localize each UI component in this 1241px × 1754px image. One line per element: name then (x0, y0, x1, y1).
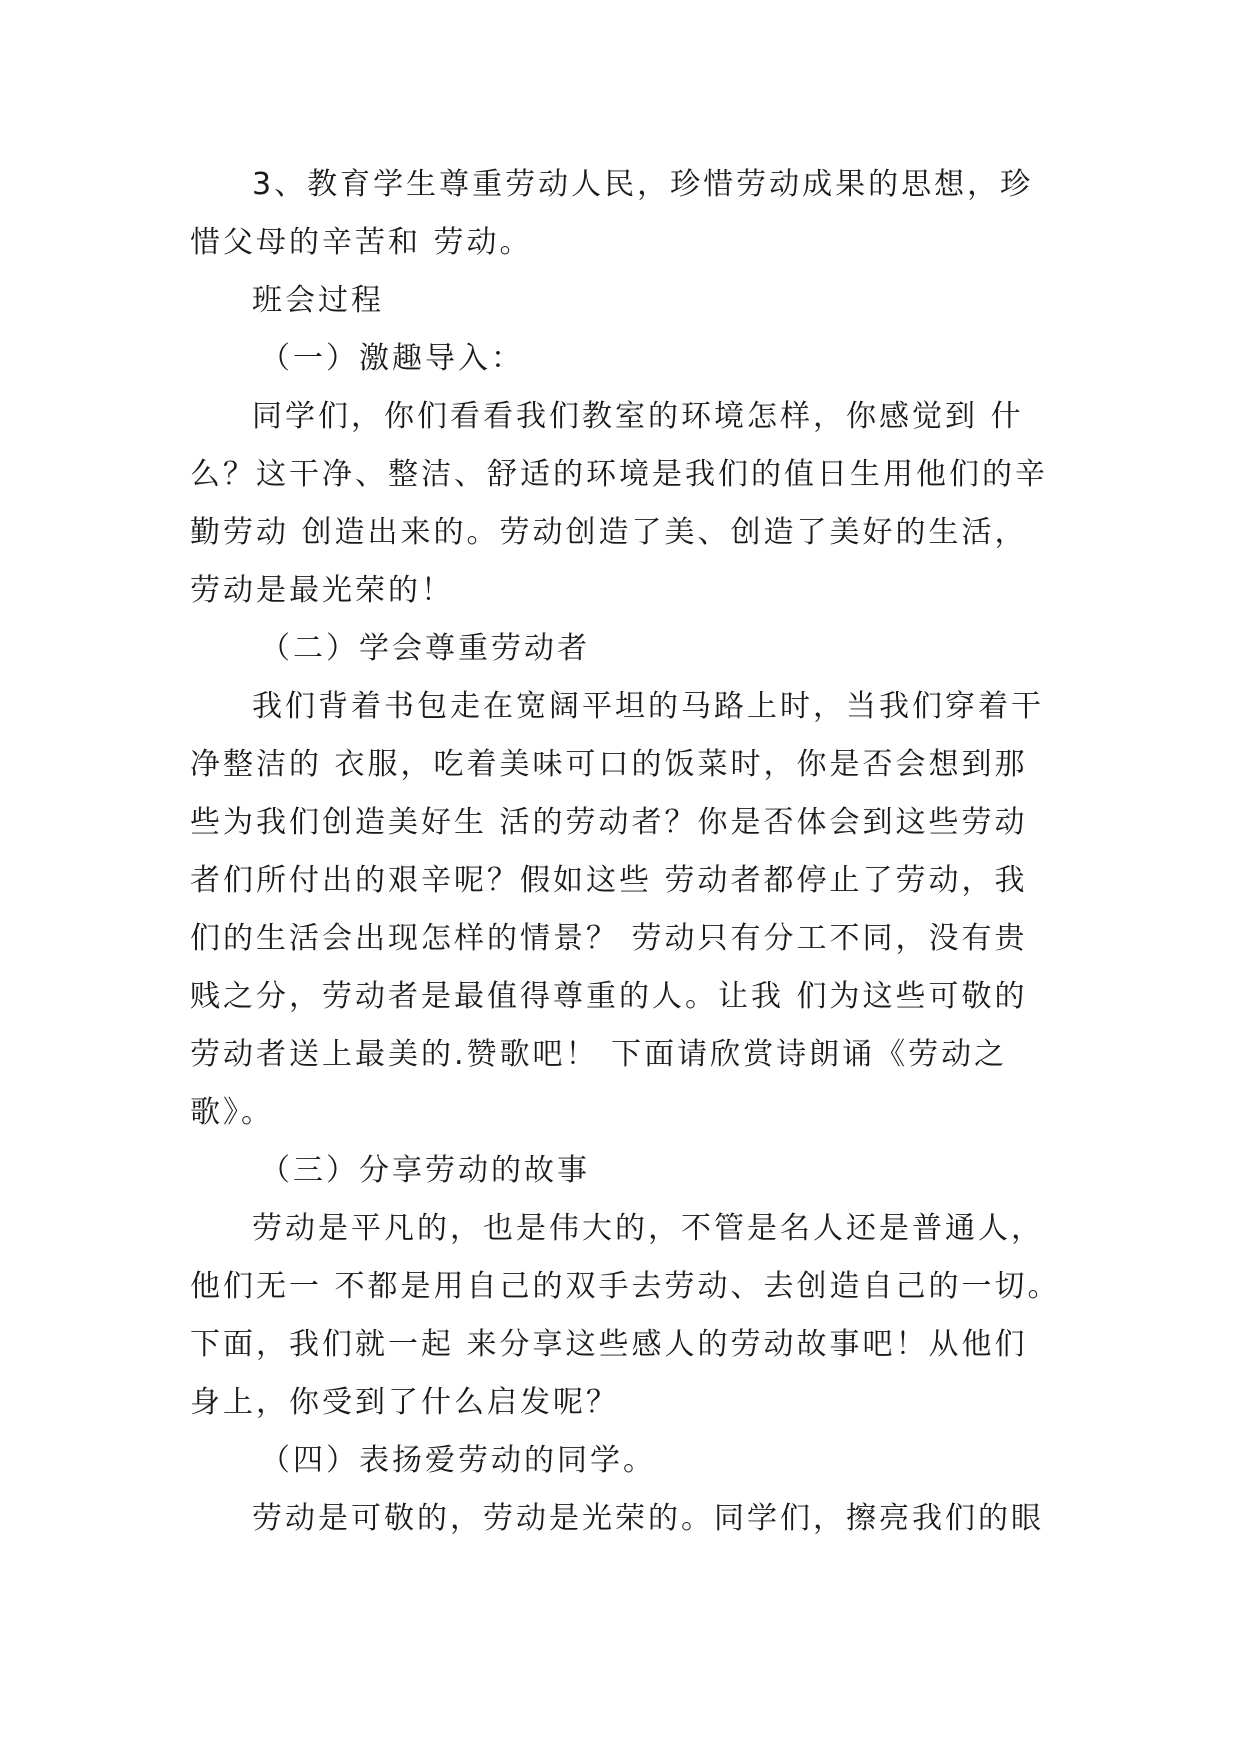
text-line: 么？这干净、整洁、舒适的环境是我们的值日生用他们的辛 (190, 457, 1048, 492)
text-line: 3、教育学生尊重劳动人民，珍惜劳动成果的思想，珍 (252, 167, 1034, 202)
text-line: 者们所付出的艰辛呢？假如这些 劳动者都停止了劳动，我 (190, 863, 1028, 898)
text-line: 劳动是可敬的，劳动是光荣的。同学们，擦亮我们的眼 (252, 1501, 1044, 1536)
objective-3-paragraph (190, 156, 1060, 272)
text-line: 劳动是平凡的，也是伟大的，不管是名人还是普通人， (252, 1211, 1044, 1246)
text-line: 些为我们创造美好生 活的劳动者？你是否体会到这些劳动 (190, 805, 1028, 840)
text-line: 劳动是最光荣的！ (190, 573, 454, 608)
text-line: （二）学会尊重劳动者 (260, 631, 590, 666)
text-line: 惜父母的辛苦和 劳动。 (190, 225, 533, 260)
process-title (190, 272, 1060, 330)
section-2-heading (190, 620, 1060, 678)
section-3-heading (190, 1142, 1060, 1200)
section-3-body (190, 1200, 1060, 1432)
section-4-heading (190, 1432, 1060, 1490)
text-line: 班会过程 (252, 283, 384, 318)
text-line: 下面，我们就一起 来分享这些感人的劳动故事吧！从他们 (190, 1327, 1028, 1362)
document-page (190, 156, 1060, 1548)
text-line: 他们无一 不都是用自己的双手去劳动、去创造自己的一切。 (190, 1269, 1061, 1304)
text-line: （三）分享劳动的故事 (260, 1153, 590, 1188)
section-2-body (190, 678, 1060, 1142)
text-line: （四）表扬爱劳动的同学。 (260, 1443, 656, 1478)
text-line: 身上，你受到了什么启发呢？ (190, 1385, 619, 1420)
text-line: 歌》。 (190, 1095, 274, 1130)
section-4-body (190, 1490, 1060, 1548)
text-line: （一）激趣导入： (260, 341, 524, 376)
section-1-body (190, 388, 1060, 620)
text-line: 勤劳动 创造出来的。劳动创造了美、创造了美好的生活， (190, 515, 1028, 550)
text-line: 贱之分，劳动者是最值得尊重的人。让我 们为这些可敬的 (190, 979, 1028, 1014)
text-line: 净整洁的 衣服，吃着美味可口的饭菜时，你是否会想到那 (190, 747, 1028, 782)
text-line: 们的生活会出现怎样的情景？ 劳动只有分工不同，没有贵 (190, 921, 1028, 956)
text-line: 同学们，你们看看我们教室的环境怎样，你感觉到 什 (252, 399, 1024, 434)
section-1-heading (190, 330, 1060, 388)
text-line: 劳动者送上最美的.赞歌吧！ 下面请欣赏诗朗诵《劳动之 (190, 1037, 1008, 1072)
text-line: 我们背着书包走在宽阔平坦的马路上时，当我们穿着干 (252, 689, 1044, 724)
